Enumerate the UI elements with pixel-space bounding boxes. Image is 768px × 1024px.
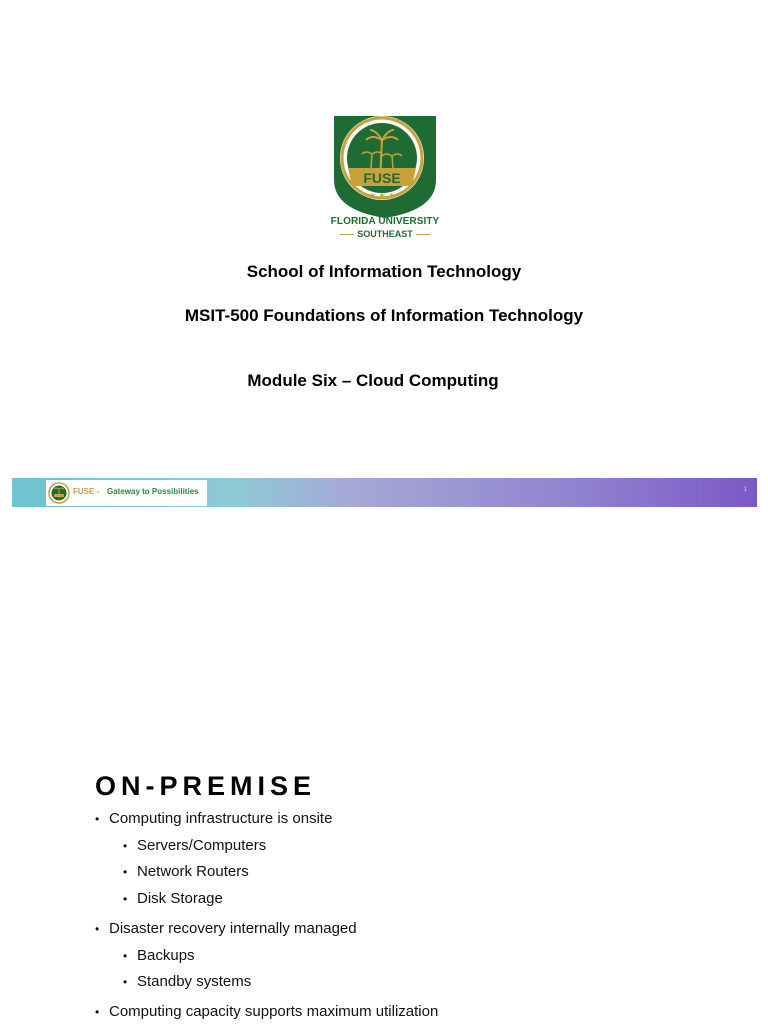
bullet-text: Disaster recovery internally managed bbox=[109, 920, 357, 937]
bullet-glyph: • bbox=[123, 975, 128, 989]
sub-bullet-item bbox=[123, 863, 249, 880]
sub-bullet-item bbox=[123, 890, 223, 907]
content-slide bbox=[0, 520, 768, 1024]
sub-bullet-text: Disk Storage bbox=[137, 890, 223, 907]
svg-text:★ ★ ★: ★ ★ ★ bbox=[368, 191, 396, 200]
slide-number: 1 bbox=[743, 487, 747, 493]
sub-bullet-text: Standby systems bbox=[137, 973, 252, 990]
logo-university-name: FLORIDA UNIVERSITY bbox=[330, 216, 440, 227]
footer-tagline: Gateway to Possibilities bbox=[107, 487, 199, 496]
footer-brand bbox=[46, 480, 207, 506]
bullet-glyph: • bbox=[123, 892, 128, 906]
slide-heading: ON-PREMISE bbox=[95, 771, 317, 801]
bullet-glyph: • bbox=[123, 865, 128, 879]
sub-bullet-text: Backups bbox=[137, 947, 195, 964]
logo-university-subname: SOUTHEAST bbox=[318, 229, 452, 239]
sub-bullet-text: Network Routers bbox=[137, 863, 249, 880]
bullet-glyph: • bbox=[95, 812, 100, 826]
title-slide bbox=[0, 0, 768, 510]
course-title: MSIT-500 Foundations of Information Technology bbox=[184, 306, 584, 325]
bullet-text: Computing capacity supports maximum utilization bbox=[109, 1003, 439, 1020]
bullet-glyph: • bbox=[95, 1005, 100, 1019]
school-title: School of Information Technology bbox=[246, 262, 522, 281]
bullet-text: Computing infrastructure is onsite bbox=[109, 810, 333, 827]
bullet-item bbox=[95, 810, 332, 827]
module-title: Module Six – Cloud Computing bbox=[247, 371, 499, 390]
bullet-glyph: • bbox=[95, 922, 100, 936]
sub-bullet-item bbox=[123, 947, 195, 964]
logo-badge-text: FUSE bbox=[363, 170, 401, 186]
bullet-glyph: • bbox=[123, 949, 128, 963]
bullet-item bbox=[95, 920, 357, 937]
sub-bullet-item bbox=[123, 973, 251, 990]
bullet-glyph: • bbox=[123, 839, 128, 853]
bullet-item bbox=[95, 1003, 438, 1020]
sub-bullet-item bbox=[123, 837, 266, 854]
footer-band bbox=[12, 478, 757, 507]
sub-bullet-text: Servers/Computers bbox=[137, 837, 267, 854]
fuse-seal-icon bbox=[48, 482, 70, 504]
footer-fuse-label: FUSE - bbox=[73, 487, 100, 496]
